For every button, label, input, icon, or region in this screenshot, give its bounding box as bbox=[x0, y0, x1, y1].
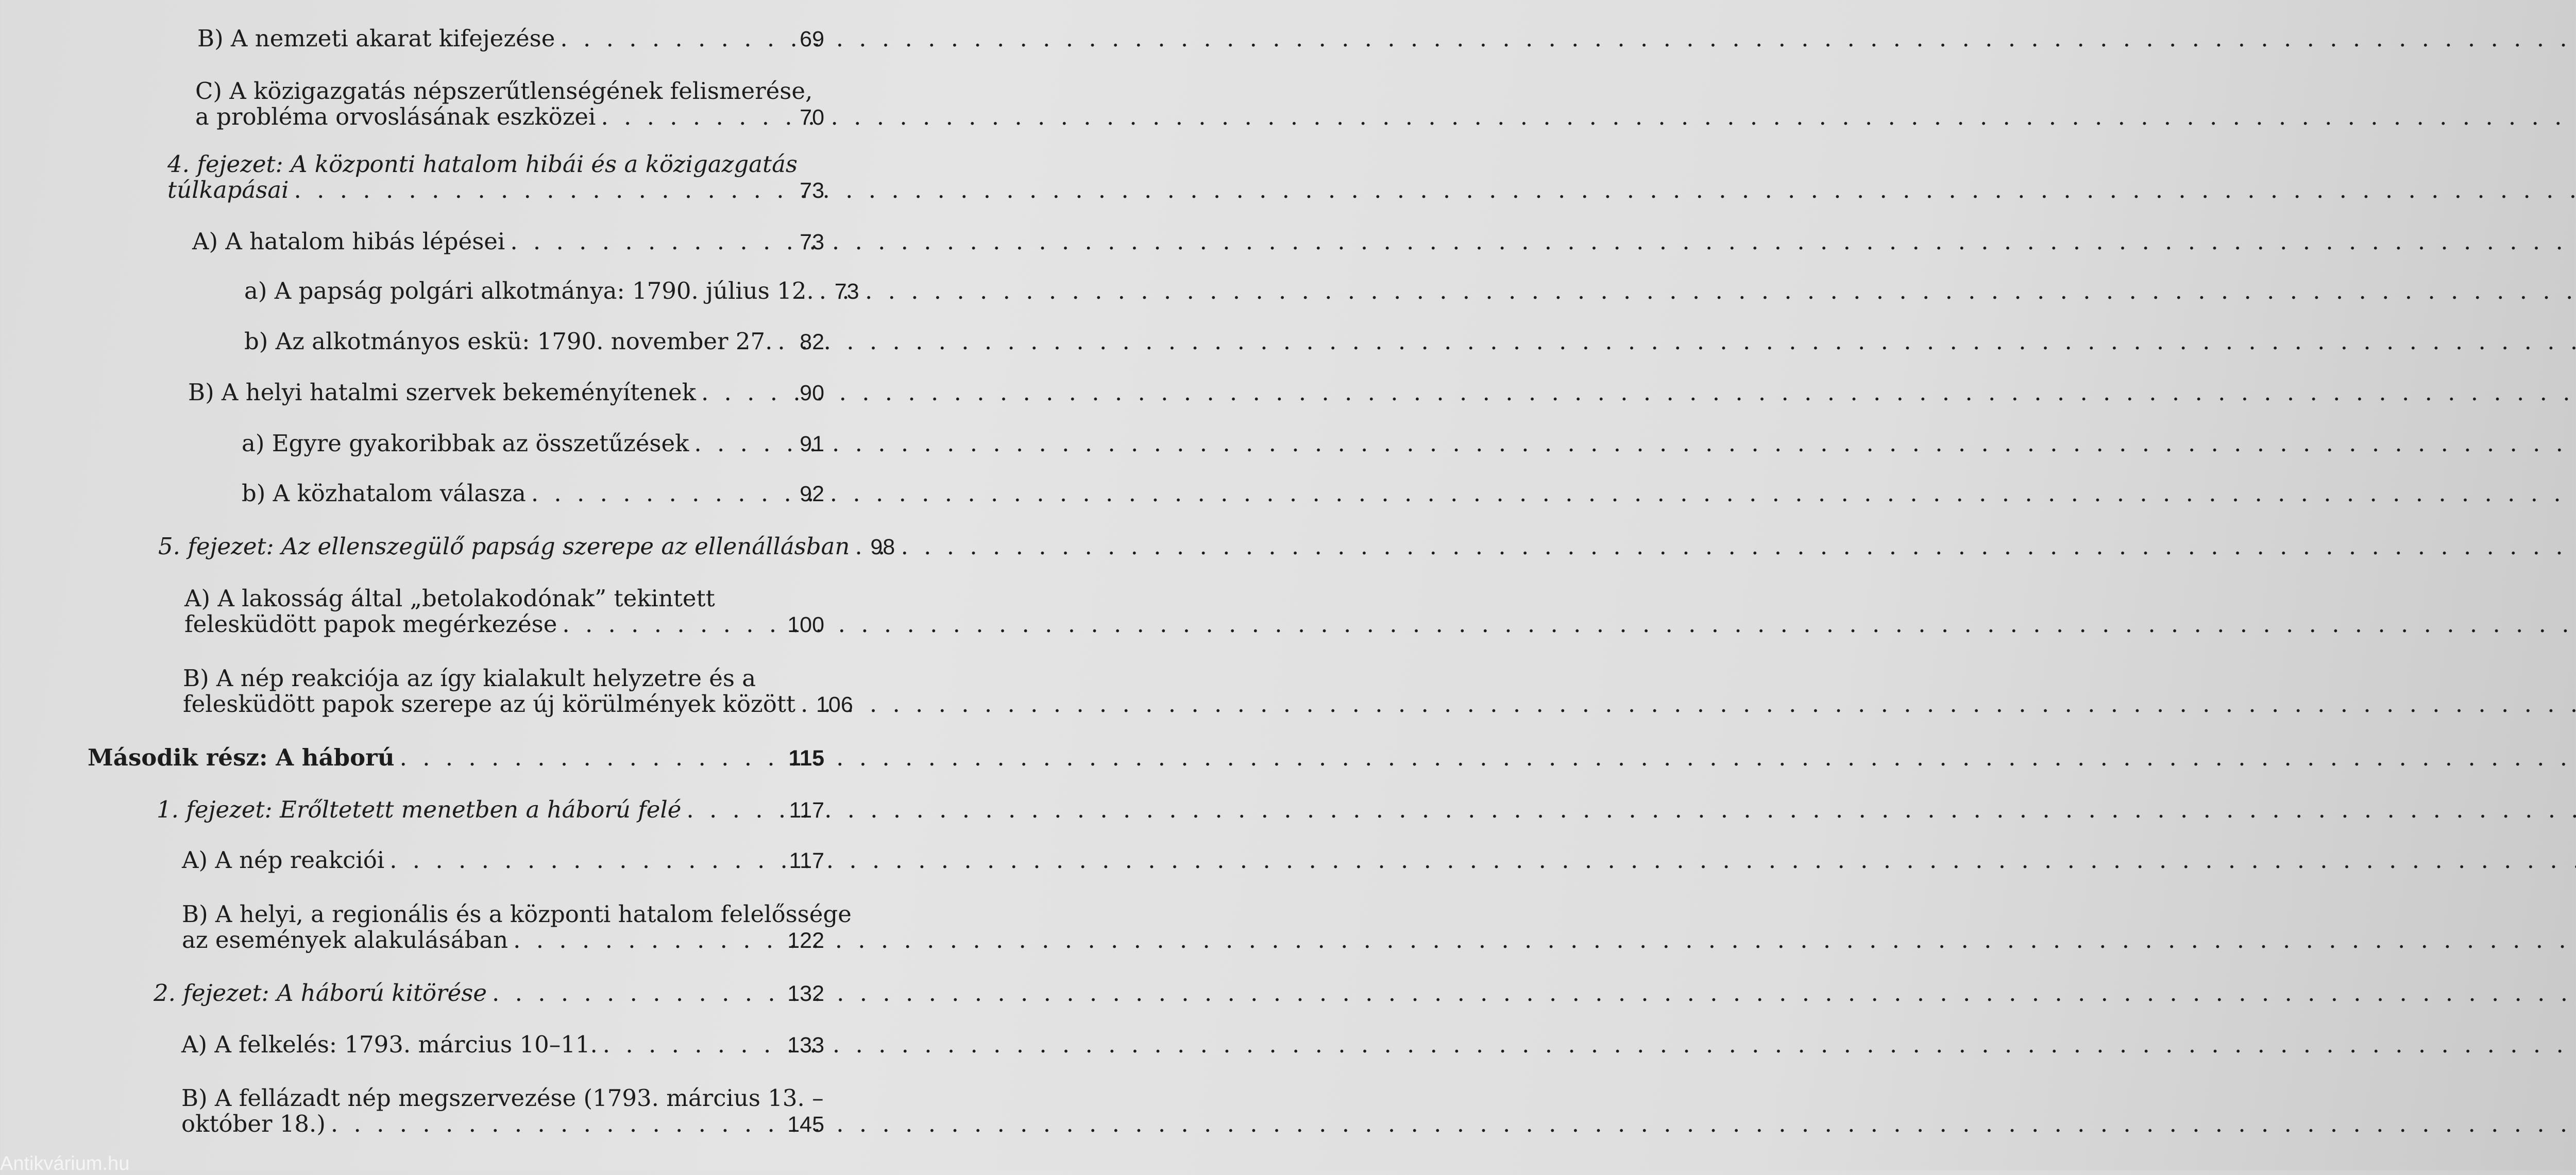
toc-entry-title: 2. fejezet: A háború kitörése bbox=[154, 979, 487, 1007]
toc-page-number: 115 bbox=[788, 746, 824, 771]
toc-chapter-entry bbox=[157, 797, 824, 823]
toc-entry bbox=[182, 847, 824, 874]
dot-leader bbox=[331, 1111, 782, 1137]
toc-entry bbox=[183, 665, 853, 718]
toc-entry bbox=[197, 26, 824, 52]
toc-page-number: 117 bbox=[789, 798, 824, 823]
book-page bbox=[0, 0, 895, 1174]
toc-chapter-entry bbox=[154, 980, 824, 1007]
dot-leader bbox=[603, 1032, 782, 1058]
dot-leader bbox=[510, 229, 794, 254]
toc-entry-title: felesküdött papok megérkezése bbox=[184, 610, 557, 638]
dot-leader bbox=[855, 534, 865, 559]
toc-entry-title: A) A nép reakciói bbox=[182, 846, 385, 874]
toc-entry-title-first-line: B) A helyi, a regionális és a központi hatalom felelőssége bbox=[182, 900, 852, 928]
toc-page-number: 73 bbox=[800, 178, 824, 203]
watermark: Antikvárium.hu bbox=[0, 1153, 130, 1174]
dot-leader bbox=[513, 927, 782, 953]
toc-page-number: 92 bbox=[800, 482, 824, 506]
toc-page-number: 70 bbox=[800, 105, 824, 130]
dot-leader bbox=[777, 329, 794, 354]
toc-page-number: 98 bbox=[870, 535, 895, 559]
toc-page-number: 133 bbox=[787, 1033, 824, 1058]
dot-leader bbox=[492, 980, 782, 1006]
dot-leader bbox=[400, 745, 784, 771]
toc-entry-title: Második rész: A háború bbox=[88, 744, 395, 771]
toc-entry-title: október 18.) bbox=[181, 1110, 326, 1137]
toc-entry bbox=[184, 586, 824, 638]
toc-entry bbox=[242, 481, 824, 507]
toc-page-number: 73 bbox=[834, 279, 859, 304]
toc-entry-title: túlkapásai bbox=[167, 176, 289, 203]
toc-entry-title: felesküdött papok szerepe az új körülmények között bbox=[183, 690, 796, 718]
toc-entry bbox=[244, 277, 859, 304]
toc-chapter-entry bbox=[158, 533, 895, 560]
toc-chapter-entry bbox=[167, 151, 824, 203]
toc-entry-title: B) A nemzeti akarat kifejezése bbox=[197, 25, 555, 52]
toc-page-number: 69 bbox=[800, 27, 824, 52]
toc-page-number: 117 bbox=[789, 848, 824, 873]
toc-entry bbox=[188, 380, 824, 406]
dot-leader bbox=[801, 691, 811, 717]
toc-entry bbox=[181, 1032, 824, 1058]
toc-page-number: 91 bbox=[800, 432, 824, 456]
toc-entry-title: A) A felkelés: 1793. március 10–11. bbox=[181, 1031, 598, 1058]
toc-entry-title: A) A hatalom hibás lépései bbox=[192, 228, 505, 255]
toc-page-number: 73 bbox=[800, 230, 824, 254]
dot-leader bbox=[389, 847, 784, 873]
toc-entry-title-first-line: C) A közigazgatás népszerűtlenségének felismerése, bbox=[195, 77, 813, 105]
toc-entry-title-first-line: 4. fejezet: A központi hatalom hibái és a közigazgatás bbox=[167, 150, 798, 178]
toc-page-number: 122 bbox=[787, 928, 824, 953]
toc-entry bbox=[242, 431, 824, 457]
toc-page-number: 132 bbox=[787, 981, 824, 1006]
toc-entry bbox=[182, 900, 852, 953]
dot-leader bbox=[531, 481, 794, 506]
dot-leader bbox=[686, 797, 784, 823]
toc-entry-title-first-line: B) A fellázadt nép megszervezése (1793. március 13. – bbox=[181, 1084, 824, 1112]
toc-entry bbox=[244, 329, 824, 355]
dot-leader bbox=[601, 104, 794, 130]
dot-leader bbox=[694, 431, 794, 456]
toc-page-number: 106 bbox=[816, 692, 853, 717]
toc-page-number: 100 bbox=[787, 612, 824, 637]
toc-entry-title: a) A papság polgári alkotmánya: 1790. július 12. bbox=[244, 277, 814, 304]
dot-leader bbox=[701, 380, 794, 405]
toc-entry bbox=[192, 229, 824, 255]
toc-entry-title: 1. fejezet: Erőltetett menetben a háború felé bbox=[157, 796, 682, 823]
toc-entry-title: a) Egyre gyakoribbak az összetűzések bbox=[242, 430, 689, 457]
toc-entry-title: b) A közhatalom válasza bbox=[242, 480, 526, 507]
toc-entry-title: a probléma orvoslásának eszközei bbox=[195, 103, 596, 130]
toc-page-number: 82 bbox=[800, 330, 824, 354]
toc-entry-title: az események alakulásában bbox=[182, 926, 509, 953]
dot-leader bbox=[819, 278, 829, 304]
toc-entry-title: b) Az alkotmányos eskü: 1790. november 27. bbox=[244, 328, 773, 355]
dot-leader bbox=[562, 611, 782, 637]
toc-page-number: 90 bbox=[800, 381, 824, 405]
toc-page-number: 145 bbox=[787, 1112, 824, 1137]
toc-entry-title-first-line: A) A lakosság által „betolakodónak” tekintett bbox=[184, 585, 715, 612]
toc-part-entry bbox=[88, 745, 824, 771]
toc-entry-title: 5. fejezet: Az ellenszegülő papság szerepe az ellenállásban bbox=[158, 533, 850, 560]
dot-leader bbox=[560, 26, 794, 52]
toc-entry-title-first-line: B) A nép reakciója az így kialakult helyzetre és a bbox=[183, 665, 756, 692]
toc-entry-title: B) A helyi hatalmi szervek bekeményítenek bbox=[188, 379, 696, 406]
dot-leader bbox=[294, 177, 795, 203]
toc-entry bbox=[195, 78, 824, 130]
toc-entry bbox=[181, 1085, 824, 1137]
